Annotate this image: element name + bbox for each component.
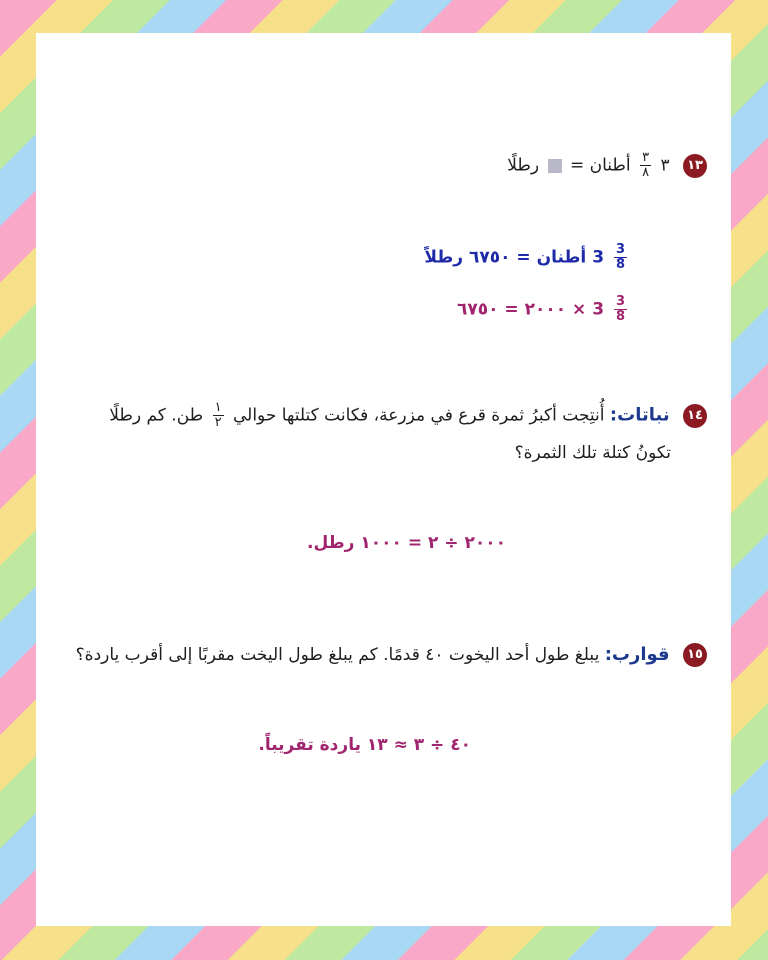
page <box>36 33 731 926</box>
answer-15: ٤٠ ÷ ٣ ≈ ١٣ ياردة تقريباً. <box>258 735 471 755</box>
question-number-14: ١٤ <box>683 404 707 428</box>
a13-l1-text: أطنان = ٦٧٥٠ رطلاً <box>424 247 587 268</box>
question-15 <box>76 643 707 667</box>
question-number-13: ١٣ <box>683 154 707 178</box>
a13-l2-whole: 3 <box>592 299 605 320</box>
question-13 <box>507 151 707 180</box>
a13-l1-fraction: $\frac{3}{8}$ <box>615 242 625 272</box>
q13-fraction: $\frac{٣}{٨}$ <box>642 150 650 180</box>
q15-text: يبلغ طول أحد اليخوت ٤٠ قدمًا. كم يبلغ طول اليخت مقربًا إلى أقرب ياردة؟ <box>75 645 600 665</box>
a13-l1-whole: 3 <box>592 247 605 268</box>
q13-whole: ٣ <box>660 155 670 176</box>
answer-13-line-1 <box>424 243 631 272</box>
answer-13-line-2 <box>457 295 631 324</box>
question-14-line-2: تكونُ كتلة تلك الثمرة؟ <box>514 443 671 463</box>
q15-keyword: قوارب: <box>604 644 670 665</box>
answer-14: ٢٠٠٠ ÷ ٢ = ١٠٠٠ رطل. <box>307 533 506 553</box>
q13-after: رطلًا <box>507 155 540 176</box>
q13-unit: أطنان <box>589 155 631 176</box>
q14-text-a: أُنتِجت أكبرُ ثمرة قرع في مزرعة، فكانت كتلتها حوالي <box>232 405 605 426</box>
a13-l2-fraction: $\frac{3}{8}$ <box>615 294 625 324</box>
question-number-15: ١٥ <box>683 643 707 667</box>
a13-l2-text: × ٢٠٠٠ = ٦٧٥٠ <box>456 299 587 320</box>
q14-fraction: $\frac{١}{٢}$ <box>214 400 222 430</box>
question-14 <box>109 401 707 430</box>
q14-text-b: طن. كم رطلًا <box>109 405 204 426</box>
q14-keyword: نباتات: <box>609 404 670 426</box>
q13-equals: = <box>569 155 585 176</box>
blank-box <box>548 159 562 173</box>
